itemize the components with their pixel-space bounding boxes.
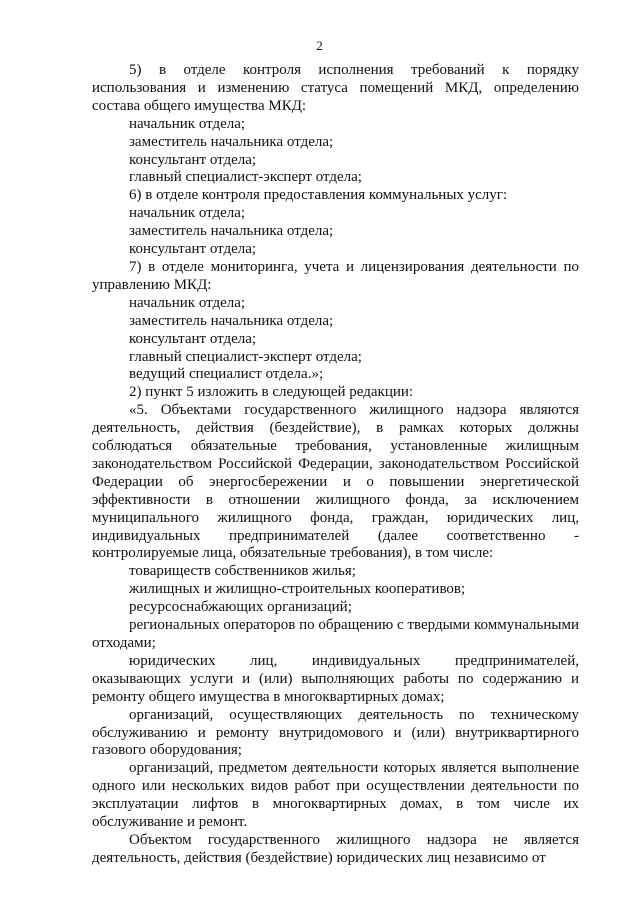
- paragraph-section-7: 7) в отделе мониторинга, учета и лицензирования деятельности по управлению МКД:: [92, 258, 579, 293]
- list-item: заместитель начальника отдела;: [129, 312, 334, 329]
- document-body: [92, 62, 579, 868]
- list-item: консультант отдела;: [129, 330, 257, 347]
- list-item: заместитель начальника отдела;: [129, 133, 334, 150]
- list-item: консультант отдела;: [129, 151, 257, 168]
- paragraph-not-object: Объектом государственного жилищного надзора не является деятельность, действия (бездействие) юридических лиц независимо от: [92, 831, 579, 866]
- paragraph-elevators: организаций, предметом деятельности которых является выполнение одного или нескольких видов работ при осуществлении деятельности по эксплуатации лифтов в многоквартирных домах, в том числе их обслуживание и ремонт.: [92, 760, 579, 831]
- list-item: ресурсоснабжающих организаций;: [129, 599, 352, 616]
- paragraph-section-5: 5) в отделе контроля исполнения требований к порядку использования и изменению статуса помещений МКД, определению состава общего имущества МКД:: [92, 62, 579, 114]
- paragraph-item-2: 2) пункт 5 изложить в следующей редакции:: [129, 384, 414, 401]
- list-item: главный специалист-эксперт отдела;: [129, 169, 362, 186]
- list-item: жилищных и жилищно-строительных кооперативов;: [129, 581, 466, 598]
- list-item: главный специалист-эксперт отдела;: [129, 348, 362, 365]
- page-number: 2: [316, 38, 323, 53]
- list-item: консультант отдела;: [129, 241, 257, 258]
- list-item: начальник отдела;: [129, 294, 246, 311]
- paragraph-clause-5: «5. Объектами государственного жилищного надзора являются деятельность, действия (бездействие), в рамках которых должны соблюдаться обязательные требования, установленные жилищным законодательством Российской Федерации, законодательством Российской Федерации об энергосбережении и о повышении энергетической эффективности в отношении жилищного фонда, за исключением муниципального жилищного фонда, граждан, юридических лиц, индивидуальных предпринимателей (далее соответственно - контролируемые лица, обязательные требования), в том числе:: [92, 402, 579, 562]
- paragraph-section-6: 6) в отделе контроля предоставления коммунальных услуг:: [129, 187, 508, 204]
- list-item: начальник отдела;: [129, 205, 246, 222]
- paragraph-legal-entities: юридических лиц, индивидуальных предпринимателей, оказывающих услуги и (или) выполняющих работы по содержанию и ремонту общего имущества в многоквартирных домах;: [92, 652, 579, 705]
- list-item: заместитель начальника отдела;: [129, 223, 334, 240]
- list-item: товариществ собственников жилья;: [129, 563, 356, 580]
- paragraph-regional-operators: региональных операторов по обращению с твердыми коммунальными отходами;: [92, 617, 579, 651]
- list-item: ведущий специалист отдела.»;: [129, 366, 324, 383]
- paragraph-gas-equipment: организаций, осуществляющих деятельность по техническому обслуживанию и ремонту внутридомового и (или) внутриквартирного газового оборудования;: [92, 706, 579, 759]
- list-item: начальник отдела;: [129, 115, 246, 132]
